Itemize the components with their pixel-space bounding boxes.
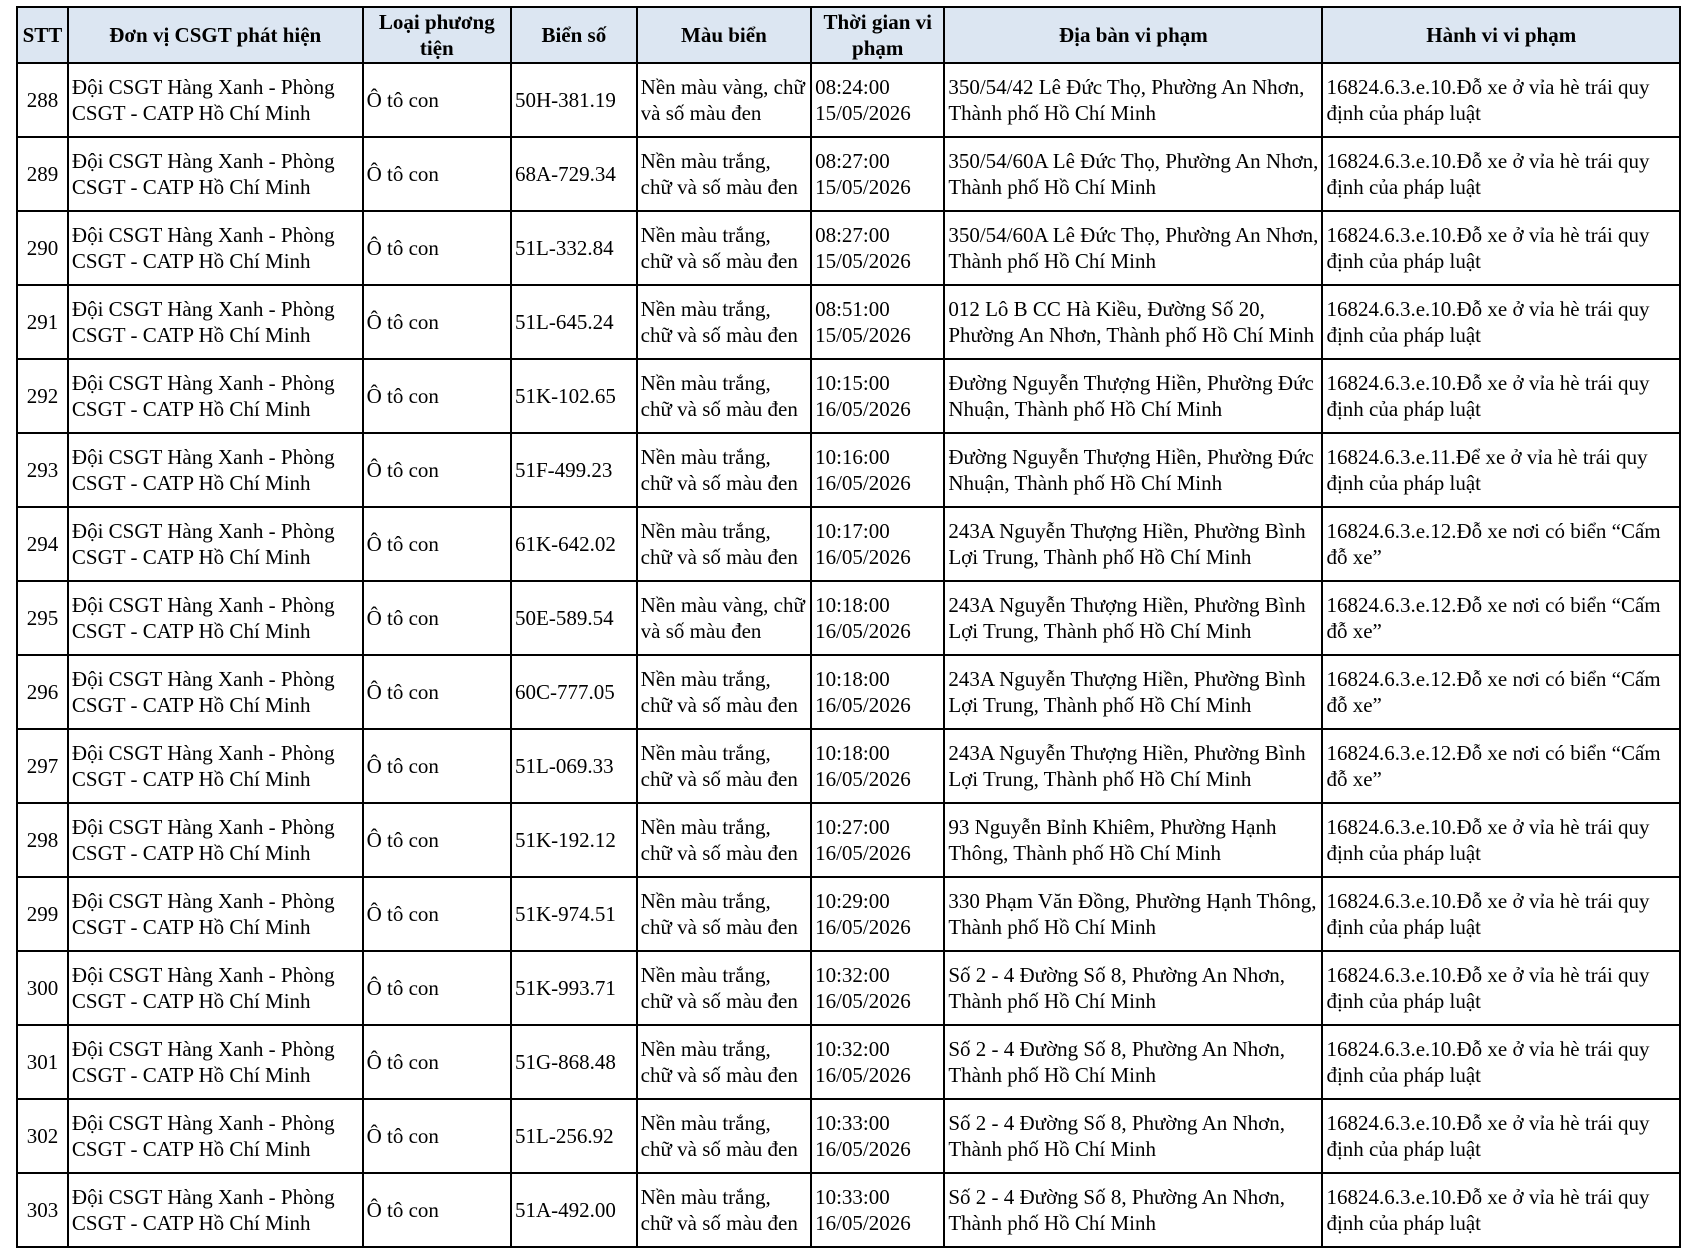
plate-color-cell: [637, 803, 811, 877]
time-cell-text: 08:24:00 15/05/2026: [815, 75, 911, 125]
violation-cell: [1322, 877, 1680, 951]
table-row: [17, 137, 1680, 211]
plate-color-cell: [637, 507, 811, 581]
plate-color-cell-text: Nền màu trắng, chữ và số màu đen: [640, 1185, 798, 1235]
violation-cell-text: 16824.6.3.e.11.Để xe ở vỉa hè trái quy định của pháp luật: [1326, 445, 1648, 495]
stt-cell: [17, 655, 68, 729]
location-cell: [944, 1173, 1322, 1247]
unit-cell: [68, 507, 363, 581]
vehicle-type-cell-text: Ô tô con: [366, 680, 439, 704]
unit-cell-text: Đội CSGT Hàng Xanh - Phòng CSGT - CATP Hồ Chí Minh: [71, 815, 335, 865]
violation-cell-text: 16824.6.3.e.10.Đỗ xe ở vỉa hè trái quy định của pháp luật: [1326, 1185, 1650, 1235]
violation-cell: [1322, 655, 1680, 729]
plate-color-cell-text: Nền màu vàng, chữ và số màu đen: [640, 75, 805, 125]
time-cell: [811, 211, 944, 285]
vehicle-type-cell-text: Ô tô con: [366, 754, 439, 778]
time-cell: [811, 137, 944, 211]
vehicle-type-cell: [363, 1025, 511, 1099]
plate-color-cell: [637, 729, 811, 803]
location-cell: [944, 581, 1322, 655]
vehicle-type-cell: [363, 507, 511, 581]
location-cell-text: Đường Nguyễn Thượng Hiền, Phường Đức Nhuận, Thành phố Hồ Chí Minh: [948, 371, 1314, 421]
time-cell-text: 10:18:00 16/05/2026: [815, 667, 911, 717]
location-cell: [944, 433, 1322, 507]
time-cell-text: 08:27:00 15/05/2026: [815, 223, 911, 273]
plate-cell-text: 51F-499.23: [515, 458, 613, 482]
violation-cell-text: 16824.6.3.e.10.Đỗ xe ở vỉa hè trái quy định của pháp luật: [1326, 889, 1650, 939]
violation-cell: [1322, 729, 1680, 803]
plate-color-cell: [637, 1173, 811, 1247]
plate-cell-text: 51K-102.65: [515, 384, 616, 408]
header-unit: Đơn vị CSGT phát hiện: [68, 7, 363, 63]
unit-cell: [68, 137, 363, 211]
stt-cell-text: 292: [26, 384, 59, 408]
location-cell-text: 330 Phạm Văn Đồng, Phường Hạnh Thông, Thành phố Hồ Chí Minh: [948, 889, 1317, 939]
header-vehicle-type: Loại phương tiện: [363, 7, 511, 63]
vehicle-type-cell: [363, 655, 511, 729]
vehicle-type-cell: [363, 803, 511, 877]
vehicle-type-cell: [363, 211, 511, 285]
location-cell: [944, 211, 1322, 285]
vehicle-type-cell-text: Ô tô con: [366, 1198, 439, 1222]
location-cell: [944, 729, 1322, 803]
time-cell-text: 10:27:00 16/05/2026: [815, 815, 911, 865]
unit-cell: [68, 1173, 363, 1247]
plate-color-cell: [637, 581, 811, 655]
time-cell: [811, 729, 944, 803]
vehicle-type-cell: [363, 877, 511, 951]
location-cell-text: 93 Nguyễn Bỉnh Khiêm, Phường Hạnh Thông, Thành phố Hồ Chí Minh: [948, 815, 1277, 865]
vehicle-type-cell-text: Ô tô con: [366, 976, 439, 1000]
plate-cell: [511, 581, 637, 655]
table-body: [17, 63, 1680, 1247]
plate-color-cell-text: Nền màu trắng, chữ và số màu đen: [640, 963, 798, 1013]
plate-cell-text: 60C-777.05: [515, 680, 615, 704]
location-cell: [944, 803, 1322, 877]
plate-color-cell: [637, 655, 811, 729]
stt-cell-text: 295: [26, 606, 59, 630]
stt-cell: [17, 877, 68, 951]
violation-cell-text: 16824.6.3.e.10.Đỗ xe ở vỉa hè trái quy định của pháp luật: [1326, 1111, 1650, 1161]
unit-cell-text: Đội CSGT Hàng Xanh - Phòng CSGT - CATP Hồ Chí Minh: [71, 149, 335, 199]
stt-cell: [17, 1099, 68, 1173]
plate-cell: [511, 729, 637, 803]
plate-color-cell: [637, 433, 811, 507]
unit-cell: [68, 803, 363, 877]
header-plate-color: Màu biển: [637, 7, 811, 63]
location-cell: [944, 63, 1322, 137]
plate-color-cell: [637, 359, 811, 433]
unit-cell-text: Đội CSGT Hàng Xanh - Phòng CSGT - CATP Hồ Chí Minh: [71, 1185, 335, 1235]
vehicle-type-cell: [363, 729, 511, 803]
violation-cell-text: 16824.6.3.e.10.Đỗ xe ở vỉa hè trái quy định của pháp luật: [1326, 297, 1650, 347]
plate-cell: [511, 359, 637, 433]
plate-cell: [511, 877, 637, 951]
location-cell: [944, 359, 1322, 433]
table-row: [17, 729, 1680, 803]
plate-color-cell: [637, 877, 811, 951]
time-cell: [811, 285, 944, 359]
vehicle-type-cell: [363, 581, 511, 655]
unit-cell-text: Đội CSGT Hàng Xanh - Phòng CSGT - CATP Hồ Chí Minh: [71, 297, 335, 347]
vehicle-type-cell: [363, 1099, 511, 1173]
stt-cell: [17, 729, 68, 803]
plate-cell-text: 51G-868.48: [515, 1050, 616, 1074]
violation-cell-text: 16824.6.3.e.12.Đỗ xe nơi có biển “Cấm đỗ xe”: [1326, 741, 1661, 791]
stt-cell-text: 293: [26, 458, 59, 482]
plate-cell: [511, 433, 637, 507]
stt-cell: [17, 1173, 68, 1247]
location-cell-text: Đường Nguyễn Thượng Hiền, Phường Đức Nhuận, Thành phố Hồ Chí Minh: [948, 445, 1314, 495]
plate-cell-text: 51L-256.92: [515, 1124, 614, 1148]
stt-cell: [17, 433, 68, 507]
plate-cell-text: 51K-192.12: [515, 828, 616, 852]
plate-cell-text: 51L-645.24: [515, 310, 614, 334]
unit-cell: [68, 211, 363, 285]
violation-cell-text: 16824.6.3.e.12.Đỗ xe nơi có biển “Cấm đỗ xe”: [1326, 519, 1661, 569]
header-plate: Biển số: [511, 7, 637, 63]
plate-color-cell-text: Nền màu trắng, chữ và số màu đen: [640, 667, 798, 717]
unit-cell-text: Đội CSGT Hàng Xanh - Phòng CSGT - CATP Hồ Chí Minh: [71, 223, 335, 273]
plate-color-cell-text: Nền màu trắng, chữ và số màu đen: [640, 1037, 798, 1087]
stt-cell: [17, 63, 68, 137]
time-cell: [811, 581, 944, 655]
plate-cell-text: 51A-492.00: [515, 1198, 616, 1222]
time-cell: [811, 359, 944, 433]
plate-cell: [511, 285, 637, 359]
unit-cell: [68, 285, 363, 359]
stt-cell-text: 290: [26, 236, 59, 260]
violation-cell: [1322, 951, 1680, 1025]
stt-cell-text: 289: [26, 162, 59, 186]
table-row: [17, 581, 1680, 655]
plate-cell: [511, 211, 637, 285]
stt-cell-text: 299: [26, 902, 59, 926]
stt-cell-text: 301: [26, 1050, 59, 1074]
plate-cell-text: 50E-589.54: [515, 606, 614, 630]
unit-cell-text: Đội CSGT Hàng Xanh - Phòng CSGT - CATP Hồ Chí Minh: [71, 519, 335, 569]
unit-cell: [68, 1025, 363, 1099]
stt-cell-text: 294: [26, 532, 59, 556]
time-cell-text: 10:15:00 16/05/2026: [815, 371, 911, 421]
plate-color-cell-text: Nền màu trắng, chữ và số màu đen: [640, 371, 798, 421]
violation-cell-text: 16824.6.3.e.10.Đỗ xe ở vỉa hè trái quy định của pháp luật: [1326, 815, 1650, 865]
time-cell: [811, 1099, 944, 1173]
location-cell: [944, 1025, 1322, 1099]
violation-cell: [1322, 581, 1680, 655]
plate-color-cell-text: Nền màu trắng, chữ và số màu đen: [640, 297, 798, 347]
vehicle-type-cell-text: Ô tô con: [366, 384, 439, 408]
violation-cell-text: 16824.6.3.e.10.Đỗ xe ở vỉa hè trái quy định của pháp luật: [1326, 149, 1650, 199]
time-cell-text: 10:18:00 16/05/2026: [815, 593, 911, 643]
unit-cell-text: Đội CSGT Hàng Xanh - Phòng CSGT - CATP Hồ Chí Minh: [71, 593, 335, 643]
location-cell: [944, 507, 1322, 581]
location-cell-text: Số 2 - 4 Đường Số 8, Phường An Nhơn, Thành phố Hồ Chí Minh: [948, 963, 1286, 1013]
unit-cell: [68, 63, 363, 137]
unit-cell-text: Đội CSGT Hàng Xanh - Phòng CSGT - CATP Hồ Chí Minh: [71, 963, 335, 1013]
plate-cell: [511, 63, 637, 137]
unit-cell: [68, 951, 363, 1025]
location-cell-text: Số 2 - 4 Đường Số 8, Phường An Nhơn, Thành phố Hồ Chí Minh: [948, 1185, 1286, 1235]
time-cell: [811, 951, 944, 1025]
time-cell: [811, 1025, 944, 1099]
violation-cell-text: 16824.6.3.e.12.Đỗ xe nơi có biển “Cấm đỗ xe”: [1326, 593, 1661, 643]
unit-cell-text: Đội CSGT Hàng Xanh - Phòng CSGT - CATP Hồ Chí Minh: [71, 371, 335, 421]
time-cell: [811, 63, 944, 137]
table-row: [17, 877, 1680, 951]
stt-cell: [17, 803, 68, 877]
header-location: Địa bàn vi phạm: [944, 7, 1322, 63]
plate-cell-text: 61K-642.02: [515, 532, 616, 556]
plate-color-cell-text: Nền màu trắng, chữ và số màu đen: [640, 1111, 798, 1161]
table-header-row: [17, 7, 1680, 63]
time-cell-text: 10:29:00 16/05/2026: [815, 889, 911, 939]
violation-cell-text: 16824.6.3.e.10.Đỗ xe ở vỉa hè trái quy định của pháp luật: [1326, 371, 1650, 421]
plate-cell: [511, 951, 637, 1025]
time-cell: [811, 803, 944, 877]
unit-cell: [68, 877, 363, 951]
stt-cell: [17, 507, 68, 581]
vehicle-type-cell: [363, 137, 511, 211]
time-cell: [811, 655, 944, 729]
table-row: [17, 1025, 1680, 1099]
plate-color-cell-text: Nền màu trắng, chữ và số màu đen: [640, 149, 798, 199]
time-cell-text: 08:27:00 15/05/2026: [815, 149, 911, 199]
violation-cell: [1322, 1099, 1680, 1173]
location-cell: [944, 655, 1322, 729]
location-cell: [944, 877, 1322, 951]
stt-cell-text: 296: [26, 680, 59, 704]
vehicle-type-cell-text: Ô tô con: [366, 828, 439, 852]
vehicle-type-cell: [363, 63, 511, 137]
time-cell-text: 10:16:00 16/05/2026: [815, 445, 911, 495]
plate-color-cell-text: Nền màu trắng, chữ và số màu đen: [640, 223, 798, 273]
location-cell-text: 243A Nguyễn Thượng Hiền, Phường Bình Lợi Trung, Thành phố Hồ Chí Minh: [948, 519, 1306, 569]
vehicle-type-cell: [363, 1173, 511, 1247]
time-cell-text: 10:18:00 16/05/2026: [815, 741, 911, 791]
unit-cell-text: Đội CSGT Hàng Xanh - Phòng CSGT - CATP Hồ Chí Minh: [71, 1037, 335, 1087]
stt-cell-text: 303: [26, 1198, 59, 1222]
vehicle-type-cell: [363, 285, 511, 359]
plate-color-cell: [637, 951, 811, 1025]
plate-color-cell-text: Nền màu trắng, chữ và số màu đen: [640, 519, 798, 569]
violation-cell: [1322, 1025, 1680, 1099]
unit-cell: [68, 655, 363, 729]
table-row: [17, 211, 1680, 285]
violation-cell: [1322, 63, 1680, 137]
location-cell-text: 350/54/60A Lê Đức Thọ, Phường An Nhơn, Thành phố Hồ Chí Minh: [948, 149, 1319, 199]
unit-cell-text: Đội CSGT Hàng Xanh - Phòng CSGT - CATP Hồ Chí Minh: [71, 667, 335, 717]
plate-cell: [511, 1099, 637, 1173]
plate-color-cell: [637, 63, 811, 137]
table-row: [17, 285, 1680, 359]
plate-color-cell: [637, 1025, 811, 1099]
vehicle-type-cell: [363, 951, 511, 1025]
location-cell-text: Số 2 - 4 Đường Số 8, Phường An Nhơn, Thành phố Hồ Chí Minh: [948, 1111, 1286, 1161]
location-cell-text: 243A Nguyễn Thượng Hiền, Phường Bình Lợi Trung, Thành phố Hồ Chí Minh: [948, 741, 1306, 791]
vehicle-type-cell-text: Ô tô con: [366, 1050, 439, 1074]
vehicle-type-cell-text: Ô tô con: [366, 236, 439, 260]
vehicle-type-cell-text: Ô tô con: [366, 532, 439, 556]
table-row: [17, 1173, 1680, 1247]
stt-cell-text: 302: [26, 1124, 59, 1148]
time-cell: [811, 877, 944, 951]
unit-cell-text: Đội CSGT Hàng Xanh - Phòng CSGT - CATP Hồ Chí Minh: [71, 741, 335, 791]
violation-cell: [1322, 1173, 1680, 1247]
violation-cell-text: 16824.6.3.e.10.Đỗ xe ở vỉa hè trái quy định của pháp luật: [1326, 1037, 1650, 1087]
time-cell-text: 10:32:00 16/05/2026: [815, 1037, 911, 1087]
plate-cell: [511, 1173, 637, 1247]
table-row: [17, 63, 1680, 137]
vehicle-type-cell-text: Ô tô con: [366, 606, 439, 630]
plate-color-cell-text: Nền màu trắng, chữ và số màu đen: [640, 889, 798, 939]
plate-cell-text: 51L-069.33: [515, 754, 614, 778]
violation-cell-text: 16824.6.3.e.10.Đỗ xe ở vỉa hè trái quy định của pháp luật: [1326, 963, 1650, 1013]
location-cell-text: 012 Lô B CC Hà Kiều, Đường Số 20, Phường An Nhơn, Thành phố Hồ Chí Minh: [948, 297, 1315, 347]
location-cell: [944, 285, 1322, 359]
vehicle-type-cell-text: Ô tô con: [366, 902, 439, 926]
plate-cell-text: 68A-729.34: [515, 162, 616, 186]
stt-cell: [17, 137, 68, 211]
time-cell-text: 08:51:00 15/05/2026: [815, 297, 911, 347]
time-cell-text: 10:33:00 16/05/2026: [815, 1185, 911, 1235]
stt-cell-text: 291: [26, 310, 59, 334]
violation-cell: [1322, 285, 1680, 359]
stt-cell: [17, 951, 68, 1025]
plate-color-cell: [637, 137, 811, 211]
stt-cell-text: 297: [26, 754, 59, 778]
location-cell-text: 243A Nguyễn Thượng Hiền, Phường Bình Lợi Trung, Thành phố Hồ Chí Minh: [948, 593, 1306, 643]
vehicle-type-cell-text: Ô tô con: [366, 88, 439, 112]
unit-cell: [68, 433, 363, 507]
table-row: [17, 507, 1680, 581]
stt-cell-text: 298: [26, 828, 59, 852]
violation-cell: [1322, 507, 1680, 581]
plate-color-cell-text: Nền màu trắng, chữ và số màu đen: [640, 815, 798, 865]
violation-cell: [1322, 433, 1680, 507]
stt-cell: [17, 581, 68, 655]
location-cell-text: 350/54/42 Lê Đức Thọ, Phường An Nhơn, Thành phố Hồ Chí Minh: [948, 75, 1305, 125]
table-row: [17, 1099, 1680, 1173]
plate-color-cell-text: Nền màu trắng, chữ và số màu đen: [640, 741, 798, 791]
location-cell: [944, 1099, 1322, 1173]
unit-cell-text: Đội CSGT Hàng Xanh - Phòng CSGT - CATP Hồ Chí Minh: [71, 445, 335, 495]
violation-cell-text: 16824.6.3.e.10.Đỗ xe ở vỉa hè trái quy định của pháp luật: [1326, 223, 1650, 273]
plate-cell-text: 51K-974.51: [515, 902, 616, 926]
vehicle-type-cell-text: Ô tô con: [366, 162, 439, 186]
table-row: [17, 359, 1680, 433]
header-violation: Hành vi vi phạm: [1322, 7, 1680, 63]
plate-cell: [511, 803, 637, 877]
plate-color-cell-text: Nền màu vàng, chữ và số màu đen: [640, 593, 805, 643]
vehicle-type-cell-text: Ô tô con: [366, 458, 439, 482]
violations-table: [16, 6, 1681, 1248]
location-cell-text: 350/54/60A Lê Đức Thọ, Phường An Nhơn, Thành phố Hồ Chí Minh: [948, 223, 1319, 273]
plate-color-cell: [637, 285, 811, 359]
unit-cell: [68, 729, 363, 803]
location-cell-text: 243A Nguyễn Thượng Hiền, Phường Bình Lợi Trung, Thành phố Hồ Chí Minh: [948, 667, 1306, 717]
plate-cell: [511, 137, 637, 211]
unit-cell-text: Đội CSGT Hàng Xanh - Phòng CSGT - CATP Hồ Chí Minh: [71, 75, 335, 125]
vehicle-type-cell: [363, 359, 511, 433]
violation-cell-text: 16824.6.3.e.12.Đỗ xe nơi có biển “Cấm đỗ xe”: [1326, 667, 1661, 717]
plate-cell-text: 51K-993.71: [515, 976, 616, 1000]
stt-cell: [17, 285, 68, 359]
unit-cell: [68, 581, 363, 655]
time-cell: [811, 433, 944, 507]
time-cell-text: 10:33:00 16/05/2026: [815, 1111, 911, 1161]
plate-cell: [511, 1025, 637, 1099]
plate-cell: [511, 507, 637, 581]
location-cell: [944, 137, 1322, 211]
plate-cell: [511, 655, 637, 729]
plate-cell-text: 50H-381.19: [515, 88, 616, 112]
vehicle-type-cell: [363, 433, 511, 507]
unit-cell-text: Đội CSGT Hàng Xanh - Phòng CSGT - CATP Hồ Chí Minh: [71, 1111, 335, 1161]
vehicle-type-cell-text: Ô tô con: [366, 1124, 439, 1148]
header-stt: STT: [17, 7, 68, 63]
violation-cell: [1322, 803, 1680, 877]
table-row: [17, 433, 1680, 507]
plate-color-cell: [637, 211, 811, 285]
vehicle-type-cell-text: Ô tô con: [366, 310, 439, 334]
header-time: Thời gian vi phạm: [811, 7, 944, 63]
unit-cell-text: Đội CSGT Hàng Xanh - Phòng CSGT - CATP Hồ Chí Minh: [71, 889, 335, 939]
violation-cell: [1322, 359, 1680, 433]
time-cell-text: 10:17:00 16/05/2026: [815, 519, 911, 569]
time-cell: [811, 507, 944, 581]
stt-cell: [17, 359, 68, 433]
stt-cell: [17, 1025, 68, 1099]
time-cell: [811, 1173, 944, 1247]
unit-cell: [68, 1099, 363, 1173]
location-cell: [944, 951, 1322, 1025]
plate-cell-text: 51L-332.84: [515, 236, 614, 260]
stt-cell-text: 300: [26, 976, 59, 1000]
time-cell-text: 10:32:00 16/05/2026: [815, 963, 911, 1013]
violation-cell: [1322, 137, 1680, 211]
plate-color-cell-text: Nền màu trắng, chữ và số màu đen: [640, 445, 798, 495]
table-row: [17, 803, 1680, 877]
stt-cell: [17, 211, 68, 285]
table-row: [17, 655, 1680, 729]
stt-cell-text: 288: [26, 88, 59, 112]
unit-cell: [68, 359, 363, 433]
table-row: [17, 951, 1680, 1025]
violation-cell-text: 16824.6.3.e.10.Đỗ xe ở vỉa hè trái quy định của pháp luật: [1326, 75, 1650, 125]
plate-color-cell: [637, 1099, 811, 1173]
violation-cell: [1322, 211, 1680, 285]
location-cell-text: Số 2 - 4 Đường Số 8, Phường An Nhơn, Thành phố Hồ Chí Minh: [948, 1037, 1286, 1087]
